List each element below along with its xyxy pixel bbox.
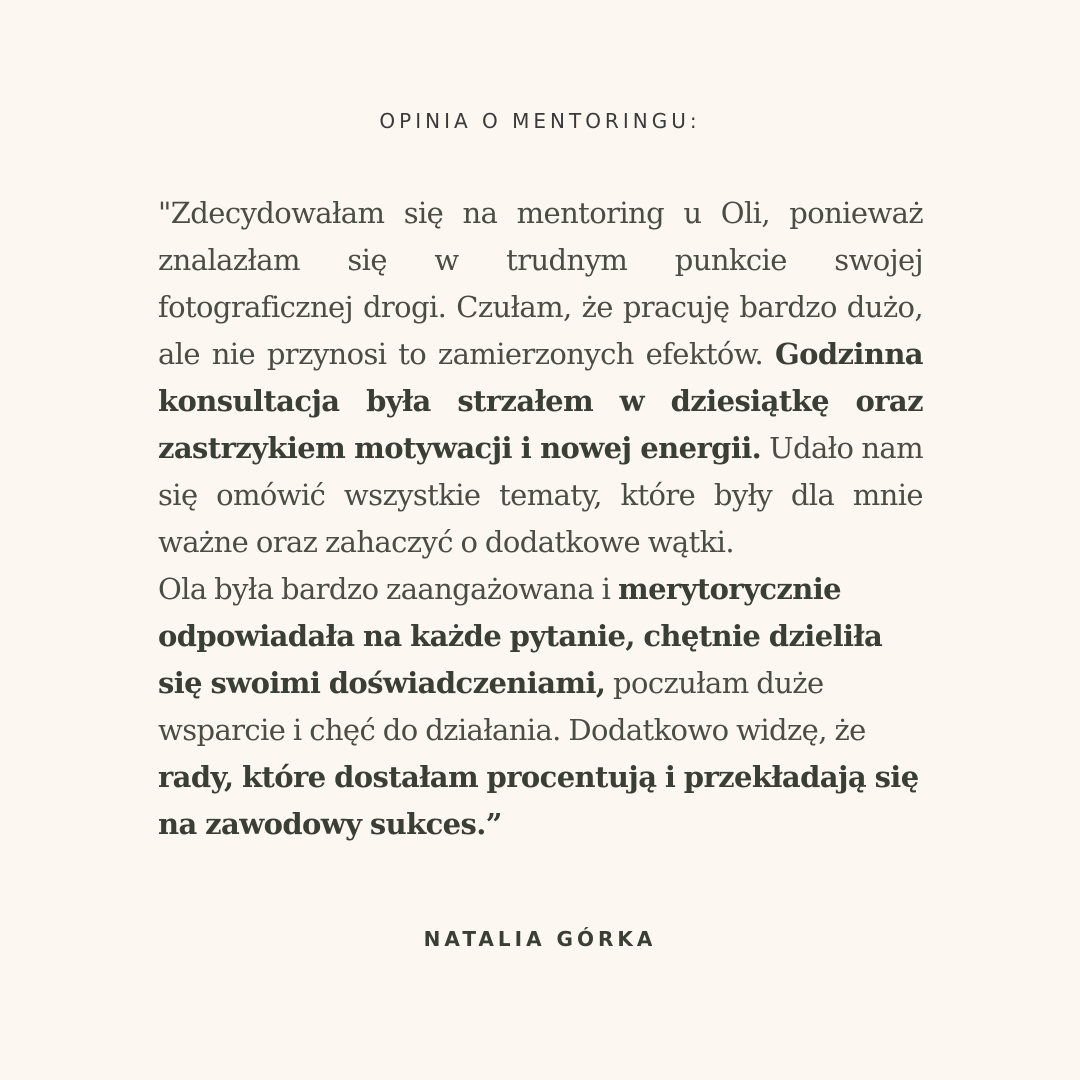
author-name: NATALIA GÓRKA [423, 927, 657, 951]
quote-text: poczułam duże wsparcie i chęć do działania. Dodatkowo widzę, że [158, 666, 866, 747]
page-title: OPINIA O MENTORINGU: [379, 109, 701, 133]
quote-text: Udało nam się omówić wszystkie tematy, które były dla mnie ważne oraz zahaczyć o dodatkowe wątki. [158, 431, 923, 559]
testimonial-paragraph-1 [158, 190, 923, 566]
quote-text: "Zdecydowałam się na mentoring u Oli, ponieważ znalazłam się w trudnym punkcie swojej fotograficznej drogi. Czułam, że pracuję bardzo dużo, ale nie przynosi to zamierzonych efektów. [158, 196, 923, 371]
testimonial-paragraph-2 [158, 566, 923, 848]
testimonial-quote [158, 190, 923, 848]
quote-highlight: merytorycznie odpowiadała na każde pytanie, chętnie dzieliła się swoimi doświadczeniami, [158, 572, 883, 700]
quote-text: Ola była bardzo zaangażowana i [158, 572, 618, 606]
quote-highlight: rady, które dostałam procentują i przekładają się na zawodowy sukces.” [158, 760, 919, 841]
quote-highlight: Godzinna konsultacja była strzałem w dziesiątkę oraz zastrzykiem motywacji i nowej energii. [158, 337, 923, 465]
